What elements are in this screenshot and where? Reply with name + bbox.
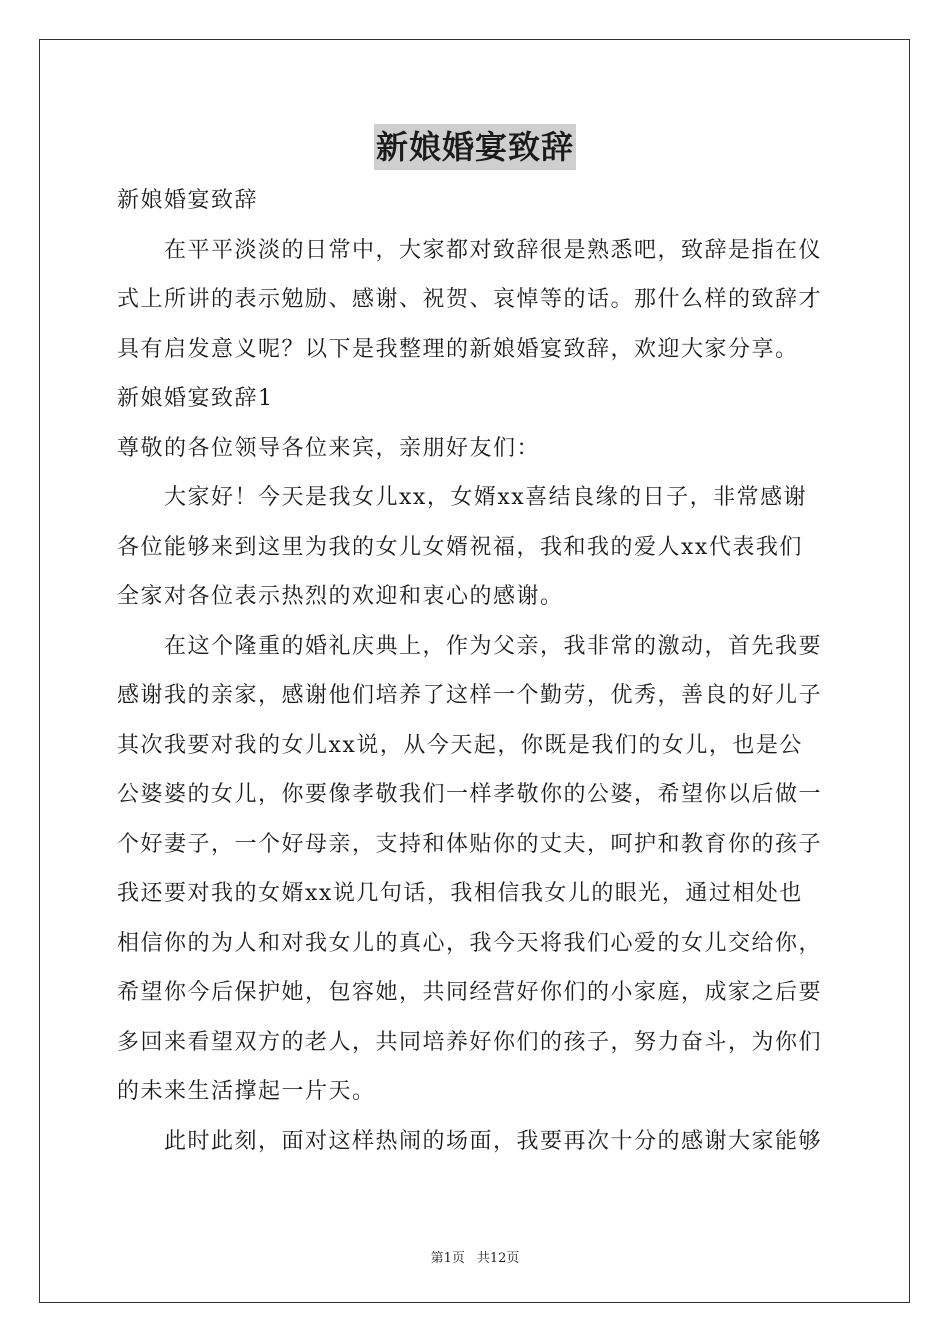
text-line: 全家对各位表示热烈的欢迎和衷心的感谢。: [117, 584, 564, 609]
text-line: 在平平淡淡的日常中，大家都对致辞很是熟悉吧，致辞是指在仪: [164, 237, 823, 263]
text-line: 式上所讲的表示勉励、感谢、祝贺、哀悼等的话。那什么样的致辞才: [117, 287, 823, 312]
text-line: 各位能够来到这里为我的女儿女婿祝福，我和我的爱人xx代表我们: [117, 534, 803, 560]
document-body: [117, 176, 833, 1166]
text-line: 其次我要对我的女儿xx说，从今天起，你既是我们的女儿，也是公: [117, 732, 803, 758]
text-line: 具有启发意义呢？以下是我整理的新娘婚宴致辞，欢迎大家分享。: [117, 336, 799, 362]
text-line: 大家好！今天是我女儿xx，女婿xx喜结良缘的日子，非常感谢: [164, 485, 808, 510]
document-title: 新娘婚宴致辞: [374, 124, 576, 170]
text-line: 感谢我的亲家，感谢他们培养了这样一个勤劳，优秀，善良的好儿子: [117, 683, 823, 708]
text-line: 的未来生活撑起一片天。: [117, 1079, 376, 1104]
text-line: 公婆婆的女儿，你要像孝敬我们一样孝敬你的公婆，希望你以后做一: [117, 782, 823, 807]
text-line: 相信你的为人和对我女儿的真心，我今天将我们心爱的女儿交给你，: [117, 930, 823, 956]
page-footer: [0, 1247, 950, 1266]
page-total: 共12页: [476, 1251, 520, 1266]
text-line: 新娘婚宴致辞: [117, 188, 259, 213]
text-line: 我还要对我的女婿xx说几句话，我相信我女儿的眼光，通过相处也: [117, 881, 803, 906]
text-line: 个好妻子，一个好母亲，支持和体贴你的丈夫，呵护和教育你的孩子: [117, 831, 823, 857]
text-line: 多回来看望双方的老人，共同培养好你们的孩子，努力奋斗，为你们: [117, 1029, 823, 1055]
text-line: 新娘婚宴致辞1: [117, 386, 274, 411]
title-container: [0, 124, 950, 170]
text-line: 尊敬的各位领导各位来宾，亲朋好友们：: [117, 435, 541, 461]
text-line: 此时此刻，面对这样热闹的场面，我要再次十分的感谢大家能够: [164, 1128, 823, 1154]
text-line: 希望你今后保护她，包容她，共同经营好你们的小家庭，成家之后要: [117, 980, 823, 1005]
text-line: 在这个隆重的婚礼庆典上，作为父亲，我非常的激动，首先我要: [164, 633, 823, 659]
page-number: 第1页: [430, 1251, 465, 1266]
